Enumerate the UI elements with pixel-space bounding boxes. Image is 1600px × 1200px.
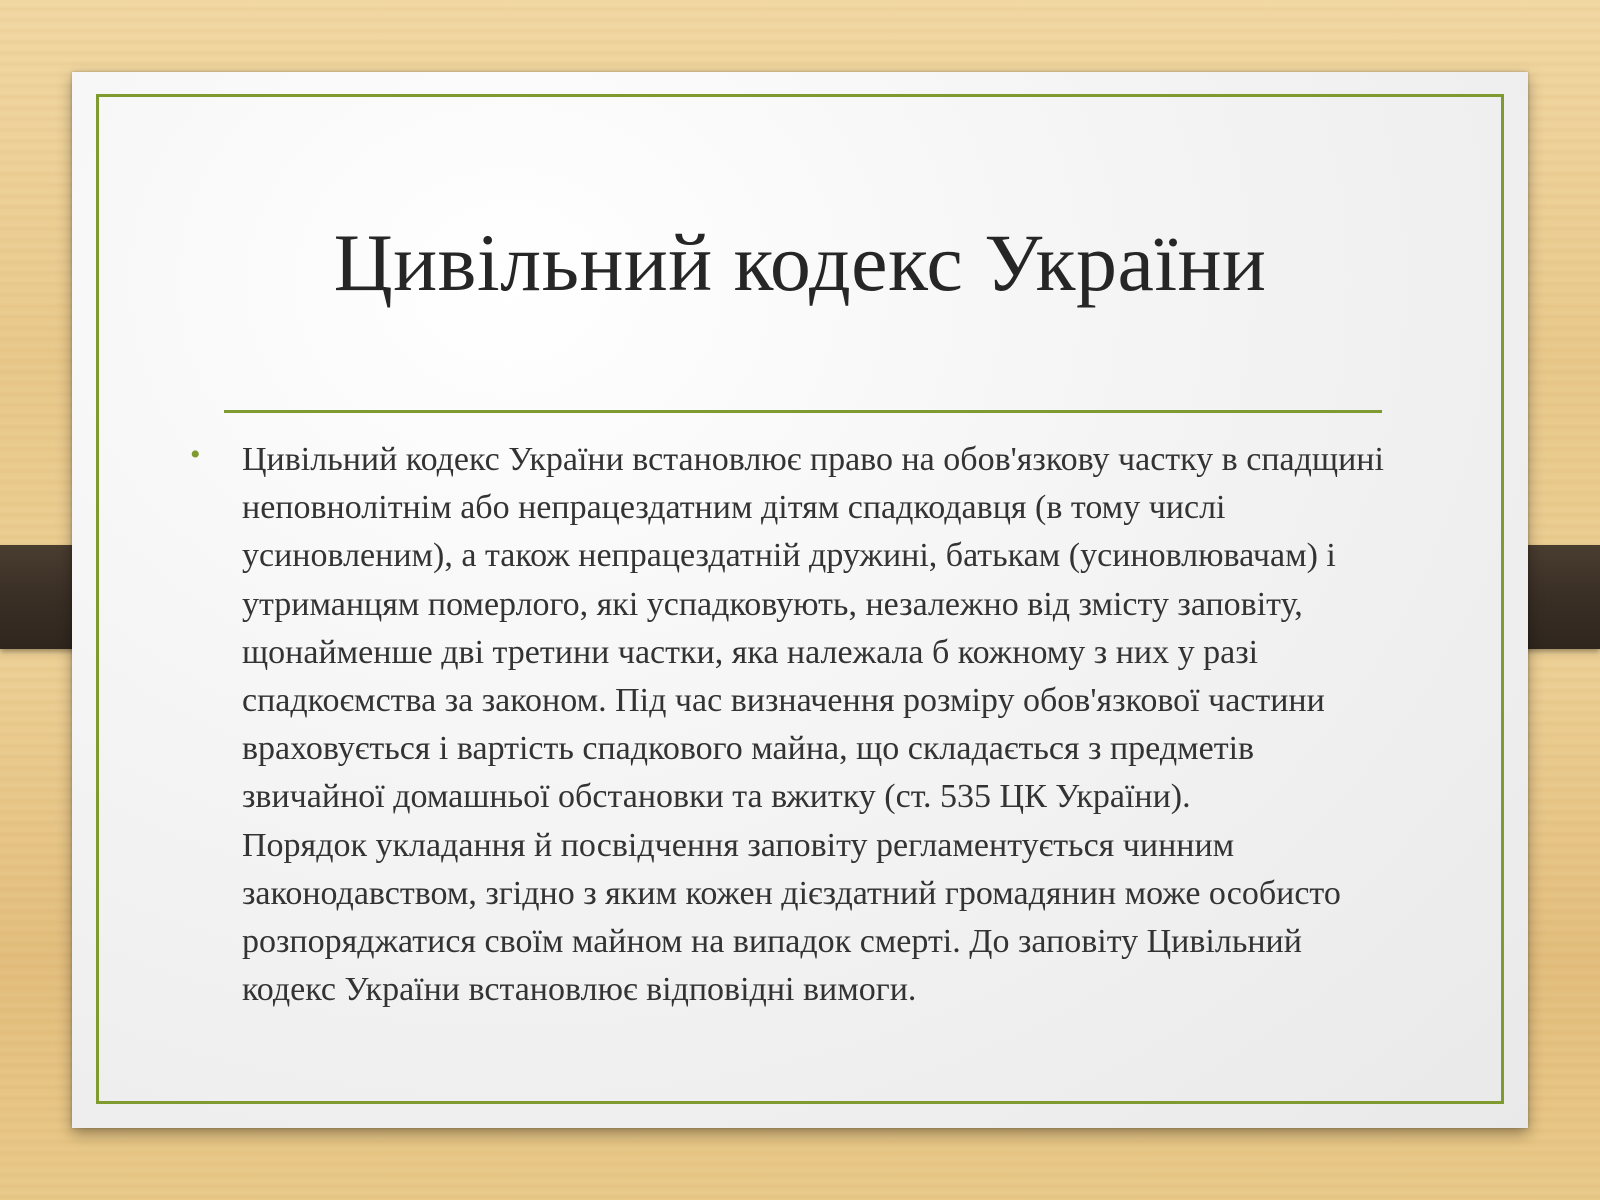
slide-paper: [72, 72, 1528, 1128]
slide-body: [242, 436, 1402, 1014]
body-paragraph: Цивільний кодекс України встановлює право на обов'язкову частку в спадщині неповнолітнім або непрацездатним дітям спадкодавця (в тому числі усиновленим), а також непрацездатній дружині, батькам (усиновлювачам) і утриманцям померлого, які успадковують, незалежно від змісту заповіту, щонайменше дві третини частки, яка належала б кожному з них у разі спадкоємства за законом. Під час визначення розміру обов'язкової частини враховується і вартість спадкового майна, що складається з предметів звичайної домашньої обстановки та вжитку (ст. 535 ЦК України).: [242, 441, 1384, 816]
title-divider: [224, 410, 1382, 413]
bullet-marker: •: [190, 438, 201, 471]
slide-title: Цивільний кодекс України: [333, 217, 1267, 308]
body-paragraph: Порядок укладання й посвідчення заповіту регламентується чинним законодавством, згідно з яким кожен дієздатний громадянин може особисто розпоряджатися своїм майном на випадок смерті. До заповіту Цивільний кодекс України встановлює відповідні вимоги.: [242, 826, 1341, 1009]
